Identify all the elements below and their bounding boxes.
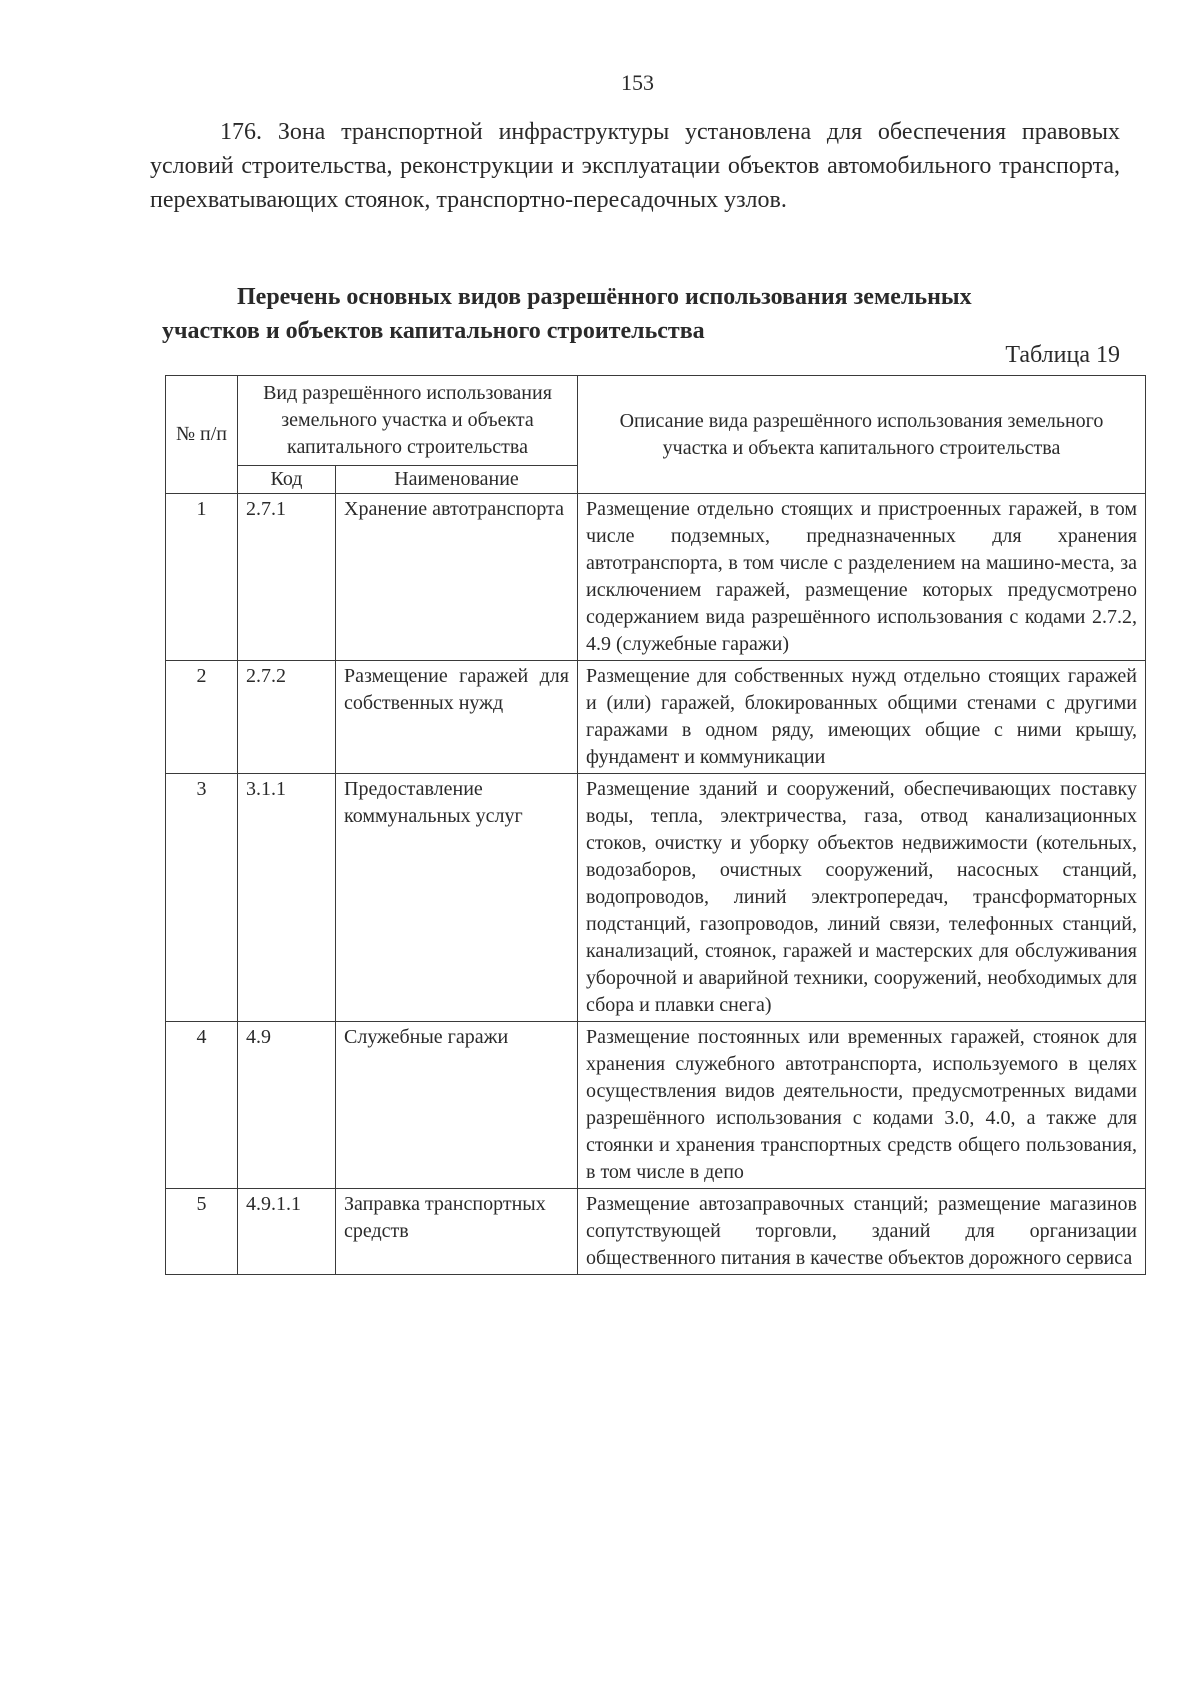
row-description: Размещение автозаправочных станций; размещение магазинов сопутствующей торговли, зданий для организации общественного питания в качестве объектов дорожного сервиса — [578, 1189, 1146, 1275]
table-header-row — [166, 376, 1146, 466]
row-num: 3 — [166, 774, 238, 1022]
header-name: Наименование — [336, 466, 578, 494]
row-num: 4 — [166, 1022, 238, 1189]
section-title — [162, 280, 1122, 348]
row-num: 5 — [166, 1189, 238, 1275]
row-name: Предоставление коммунальных услуг — [336, 774, 578, 1022]
row-code: 4.9.1.1 — [238, 1189, 336, 1275]
row-name: Заправка транспортных средств — [336, 1189, 578, 1275]
row-name: Размещение гаражей для собственных нужд — [336, 661, 578, 774]
header-code: Код — [238, 466, 336, 494]
row-name: Хранение автотранспорта — [336, 494, 578, 661]
row-description: Размещение отдельно стоящих и пристроенных гаражей, в том числе подземных, предназначенных для хранения автотранспорта, в том числе с разделением на машино-места, за исключением гаражей, размещение которых предусмотрено содержанием вида разрешённого использования с кодами 2.7.2, 4.9 (служебные гаражи) — [578, 494, 1146, 661]
table-row — [166, 1022, 1146, 1189]
row-description: Размещение зданий и сооружений, обеспечивающих поставку воды, тепла, электричества, газа, отвод канализационных стоков, очистку и уборку объектов недвижимости (котельных, водозаборов, очистных сооружений, насосных станций, водопроводов, линий электропередач, трансформаторных подстанций, газопроводов, линий связи, телефонных станций, канализаций, стоянок, гаражей и мастерских для обслуживания уборочной и аварийной техники, сооружений, необходимых для сбора и плавки снега) — [578, 774, 1146, 1022]
row-num: 2 — [166, 661, 238, 774]
paragraph-number: 176. — [220, 119, 262, 145]
header-description: Описание вида разрешённого использования земельного участка и объекта капитального строительства — [578, 376, 1146, 494]
table-caption: Таблица 19 — [1005, 342, 1120, 368]
row-code: 2.7.1 — [238, 494, 336, 661]
row-code: 4.9 — [238, 1022, 336, 1189]
row-num: 1 — [166, 494, 238, 661]
row-code: 3.1.1 — [238, 774, 336, 1022]
table-row — [166, 1189, 1146, 1275]
section-title-line1: Перечень основных видов разрешённого использования земельных — [237, 284, 972, 310]
row-code: 2.7.2 — [238, 661, 336, 774]
header-type-group: Вид разрешённого использования земельного участка и объекта капитального строительства — [238, 376, 578, 466]
section-title-line2: участков и объектов капитального строительства — [162, 318, 705, 344]
row-name: Служебные гаражи — [336, 1022, 578, 1189]
paragraph-176 — [150, 115, 1120, 217]
table-row — [166, 661, 1146, 774]
row-description: Размещение для собственных нужд отдельно стоящих гаражей и (или) гаражей, блокированных общими стенами с другими гаражами в одном ряду, имеющих общие с ними крышу, фундамент и коммуникации — [578, 661, 1146, 774]
page-number: 153 — [621, 70, 654, 95]
table-row — [166, 774, 1146, 1022]
table-row — [166, 494, 1146, 661]
row-description: Размещение постоянных или временных гаражей, стоянок для хранения служебного автотранспорта, используемого в целях осуществления видов деятельности, предусмотренных видами разрешённого использования с кодами 3.0, 4.0, а также для стоянки и хранения транспортных средств общего пользования, в том числе в депо — [578, 1022, 1146, 1189]
header-num: № п/п — [166, 376, 238, 494]
paragraph-text: Зона транспортной инфраструктуры установлена для обеспечения правовых условий строительства, реконструкции и эксплуатации объектов автомобильного транспорта, перехватывающих стоянок, транспортно-пересадочных узлов. — [150, 119, 1120, 213]
permitted-use-table — [165, 375, 1146, 1275]
